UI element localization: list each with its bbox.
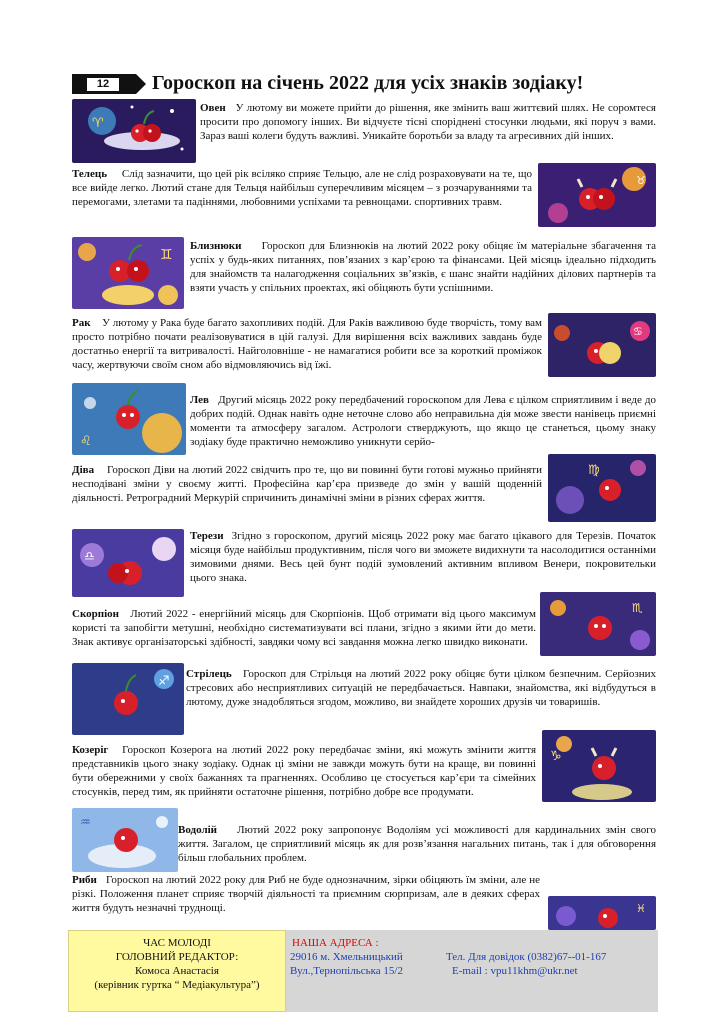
page-number-badge bbox=[72, 74, 136, 94]
aquarius-symbol-icon: ♒ bbox=[80, 815, 91, 829]
sagittarius-symbol-icon: ♐ bbox=[158, 674, 170, 689]
leo-illustration bbox=[72, 383, 186, 455]
gemini-text: Гороскоп для Близнюків на лютий 2022 року обіцяє їм матеріальне збагачення та успіх у будь-яких питаннях, пов’язаних з кар’єрою та фінансами. Цей місяць ідеально підходить для знайомств та налагодження соціальних зв’язків, є шанс знайти надійних ділових партнерів та взяти участь у спільних проектах, які обіцяють бути успішними. bbox=[190, 240, 656, 294]
cancer-title: Рак bbox=[72, 317, 91, 329]
gemini-paragraph bbox=[190, 239, 656, 295]
editor-role: (керівник гуртка “ Медіакультура”) bbox=[94, 979, 260, 991]
cancer-symbol-icon: ♋ bbox=[633, 325, 643, 338]
scorpio-symbol-icon: ♏ bbox=[632, 601, 643, 615]
sagittarius-text: Гороскоп для Стрільця на лютий 2022 року обіцяє бути цілком безпечним. Серйозних стресових або несприятливих ситуацій не передбачається. Навпаки, знайомства, які відбудуться в лютому, дуже знадобляться згодом, можливо, ви знайдете хороших друзів чи товаришів. bbox=[186, 668, 656, 708]
scorpio-paragraph bbox=[72, 607, 536, 649]
address-city: 29016 м. Хмельницький bbox=[290, 951, 403, 963]
cancer-illustration bbox=[548, 313, 656, 377]
address-label: НАША АДРЕСА : bbox=[292, 937, 379, 949]
pisces-title: Риби bbox=[72, 874, 97, 886]
capricorn-title: Козеріг bbox=[72, 744, 109, 756]
gemini-symbol-icon: ♊ bbox=[160, 247, 173, 263]
scorpio-text: Лютий 2022 - енергійний місяць для Скорпіонів. Щоб отримати від цього максимум користі та запобігти метушні, необхідно систематизувати всі плани, згідно з якими йти до мети. Знак активує організаторські здібності, завдяки чому всі завдання можна легко швидко виконати. bbox=[72, 608, 536, 648]
leo-text: Другий місяць 2022 року передбачений гороскопом для Лева є цілком сприятливим і веде до добрих подій. Однак навіть одне неточне слово або неправильна дія може звести нанівець приємні моменти та атмосферу загалом. Астрологи стверджують, що якщо це станеться, цьому знаку зодіаку буде практично неможливо уникнути серйо- bbox=[190, 394, 657, 448]
scorpio-title: Скорпіон bbox=[72, 608, 119, 620]
taurus-symbol-icon: ♉ bbox=[636, 174, 646, 187]
phone-info: Тел. Для довідок (0382)67--01-167 bbox=[446, 951, 607, 963]
arrow-right-icon bbox=[136, 74, 146, 94]
address-street: Вул.,Тернопільська 15/2 bbox=[290, 965, 403, 977]
pisces-illustration bbox=[548, 896, 656, 930]
cancer-text: У лютому у Рака буде багато захопливих подій. Для Раків важливою буде творчість, тому вам просто потрібно почати реалізовуватися в цій галузі. Для вирішення всіх важливих завдань буде достатньо енергії та витривалості. Найголовніше - не намагатися робити все за короткий проміжок часу, жертвуючи своїм сном або відмовляючись від їжі. bbox=[72, 317, 542, 371]
sagittarius-title: Стрілець bbox=[186, 668, 232, 680]
sagittarius-paragraph bbox=[186, 667, 656, 709]
footer bbox=[68, 930, 658, 1012]
pisces-paragraph bbox=[72, 873, 540, 915]
aries-symbol-icon: ♈ bbox=[92, 116, 104, 131]
email-link[interactable]: E-mail : vpu11khm@ukr.net bbox=[452, 965, 578, 977]
virgo-symbol-icon: ♍ bbox=[588, 463, 600, 478]
virgo-title: Діва bbox=[72, 464, 95, 476]
cancer-paragraph bbox=[72, 316, 542, 372]
publication-label: ЧАС МОЛОДІ bbox=[143, 937, 211, 949]
capricorn-paragraph bbox=[72, 743, 536, 799]
libra-title: Терези bbox=[190, 530, 224, 542]
page-number: 12 bbox=[86, 77, 120, 92]
pisces-text: Гороскоп на лютий 2022 року для Риб не буде однозначним, зірки обіцяють їм зміни, але не різкі. Положення планет сприяє творчій діяльності та приємним сюрпризам, але в деяких сферах життя будуть незначні труднощі. bbox=[72, 874, 541, 914]
aquarius-illustration bbox=[72, 808, 178, 872]
aquarius-title: Водолій bbox=[178, 824, 218, 836]
aries-paragraph bbox=[200, 101, 656, 143]
taurus-paragraph bbox=[72, 167, 532, 209]
taurus-illustration bbox=[538, 163, 656, 227]
capricorn-illustration bbox=[542, 730, 656, 802]
page-header bbox=[72, 72, 656, 98]
aries-title: Овен bbox=[200, 102, 226, 114]
libra-symbol-icon: ♎ bbox=[84, 549, 95, 563]
editorial-box bbox=[68, 930, 286, 1012]
taurus-text: Слід зазначити, що цей рік всіляко сприяє Тельцю, але не слід розраховувати на те, що все вийде легко. Лютий стане для Тельця найбільш суперечливим місяцем – з розчаруваннями та перемогами, злетами та падіннями, любовними успіхами та ревнощами. спортивних травм. bbox=[72, 168, 533, 208]
taurus-title: Телець bbox=[72, 168, 108, 180]
virgo-paragraph bbox=[72, 463, 542, 505]
editor-name: Комоса Анастасія bbox=[135, 965, 219, 977]
aries-text: У лютому ви можете прийти до рішення, яке змінить ваш життєвий шлях. Не соромтеся просити про допомогу інших. Ви відчуєте тісні споріднені стосунки людьми, які поруч з вами. Зараз ваші колеги будуть важливі. Уникайте боротьби за владу та агресивних дій інших. bbox=[200, 102, 656, 142]
gemini-illustration bbox=[72, 237, 184, 309]
capricorn-text: Гороскоп Козерога на лютий 2022 року передбачає зміни, які можуть змінити життя представників цього знаку зодіаку. Однак ці зміни не завжди можуть бути на краще, ви повинні бути обережними у своїх бажаннях та прагненнях. Особливо це стосується кар’єри та сімейних стосунків, перед тим, як прийняти остаточне рішення, потрібно добре все продумати. bbox=[72, 744, 536, 798]
leo-paragraph bbox=[190, 393, 656, 449]
editor-label: ГОЛОВНИЙ РЕДАКТОР: bbox=[115, 951, 239, 963]
leo-symbol-icon: ♌ bbox=[80, 434, 92, 449]
scorpio-illustration bbox=[540, 592, 656, 656]
virgo-text: Гороскоп Діви на лютий 2022 свідчить про те, що ви повинні бути готові мужньо прийняти несподівані зміни у своєму житті. Професійна кар’єра призведе до змін у вашій щоденній діяльності. Ретроградний Меркурій спричинить динамічні зміни в різних сферах життя. bbox=[72, 464, 542, 504]
aries-illustration bbox=[72, 99, 196, 163]
sagittarius-illustration bbox=[72, 663, 184, 735]
capricorn-symbol-icon: ♑ bbox=[550, 749, 562, 764]
gemini-title: Близнюки bbox=[190, 240, 242, 252]
leo-title: Лев bbox=[190, 394, 209, 406]
pisces-symbol-icon: ♓ bbox=[636, 902, 646, 915]
aquarius-text: Лютий 2022 року запропонує Водоліям усі можливості для кардинальних змін свого життя. Загалом, це сприятливий місяць як для розв’язання нагальних питань, так і для обговорення більш глобальних проблем. bbox=[178, 824, 656, 864]
libra-illustration bbox=[72, 529, 184, 597]
virgo-illustration bbox=[548, 454, 656, 522]
libra-paragraph bbox=[190, 529, 656, 585]
page-title: Гороскоп на січень 2022 для усіх знаків зодіаку! bbox=[152, 72, 584, 94]
libra-text: Згідно з гороскопом, другий місяць 2022 року має багато цікавого для Терезів. Початок місяця буде найбільш продуктивним, після чого ви зможете видихнути та насолодитися останніми зимовими днями. Весь цей бунт подій зумовлений активним впливом Венери, покровительки цього знака. bbox=[190, 530, 656, 584]
contacts-box bbox=[286, 930, 658, 1012]
aquarius-paragraph bbox=[178, 823, 656, 865]
